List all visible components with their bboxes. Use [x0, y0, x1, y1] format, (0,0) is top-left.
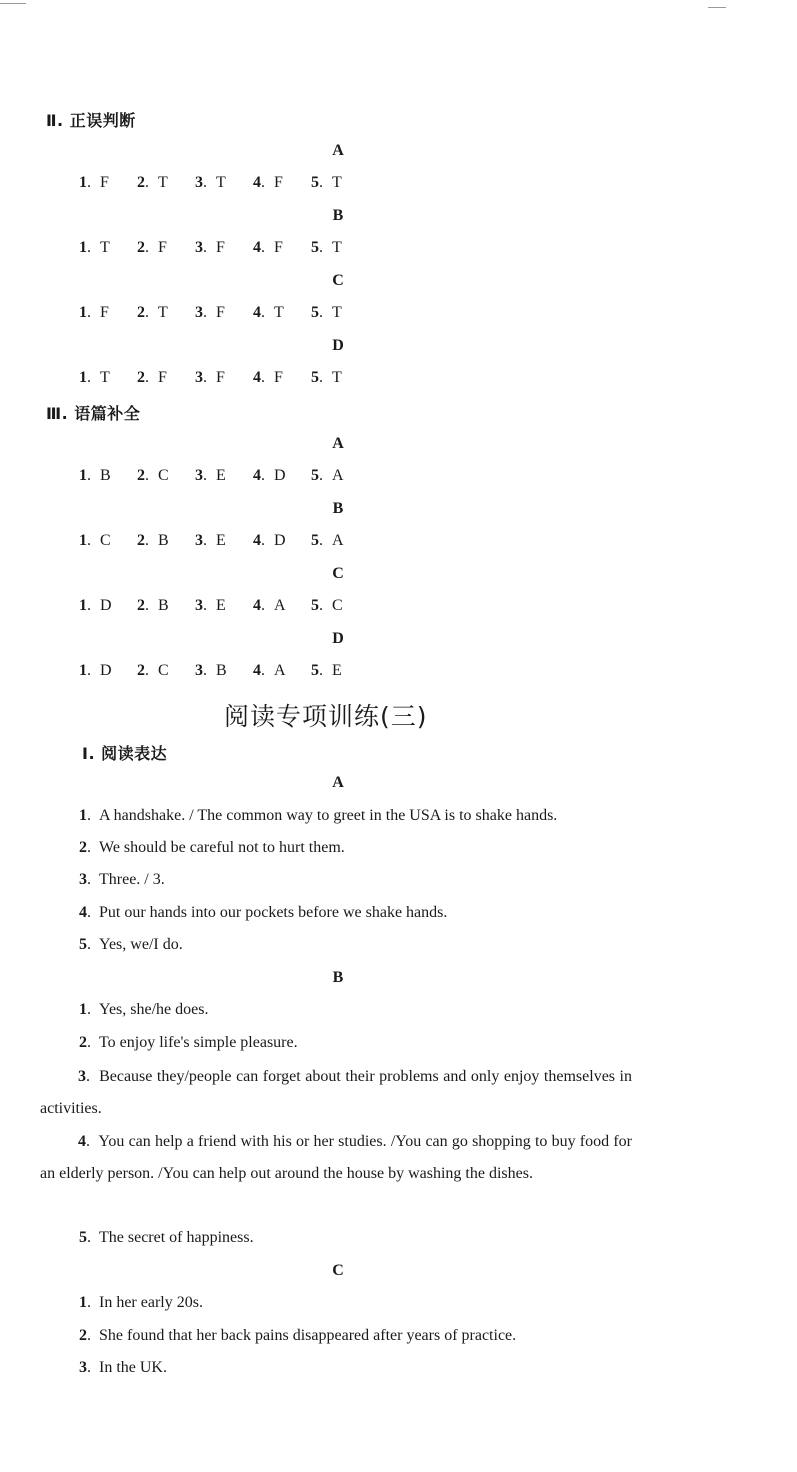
group-letter: C	[332, 565, 344, 582]
section-heading-passage-completion: Ⅲ. 语篇补全	[46, 404, 141, 423]
group-letter: B	[332, 207, 344, 224]
answer-line: 2. She found that her back pains disappeared after years of practice.	[79, 1327, 517, 1344]
group-letter: D	[332, 337, 344, 354]
page-edge-mark	[0, 3, 26, 4]
answer-row: 1 . T 2 . F 3 . F 4 . F 5 . T	[79, 369, 342, 386]
answer-line: 1. In her early 20s.	[79, 1294, 203, 1311]
answer-line: 5. Yes, we/I do.	[79, 936, 183, 953]
section-heading-true-false: Ⅱ. 正误判断	[46, 111, 136, 130]
group-letter: B	[332, 500, 344, 517]
group-letter: A	[332, 774, 344, 791]
answer-paragraph: 3. Because they/people can forget about their problems and only enjoy themselves in activities.	[40, 1068, 633, 1117]
page-edge-mark	[708, 7, 726, 8]
group-letter: A	[332, 435, 344, 452]
answer-row: 1 . D 2 . B 3 . E 4 . A 5 . C	[79, 597, 343, 614]
answer-row: 1 . B 2 . C 3 . E 4 . D 5 . A	[79, 467, 344, 484]
answer-line: 2. To enjoy life's simple pleasure.	[79, 1034, 298, 1051]
group-letter: C	[332, 1262, 344, 1279]
group-letter: D	[332, 630, 344, 647]
answer-line: 3. Three. / 3.	[79, 871, 165, 888]
answer-line: 5. The secret of happiness.	[79, 1229, 254, 1246]
answer-line: 1. Yes, she/he does.	[79, 1001, 209, 1018]
answer-line: 1. A handshake. / The common way to greet in the USA is to shake hands.	[79, 807, 558, 824]
answer-row: 1 . F 2 . T 3 . F 4 . T 5 . T	[79, 304, 342, 321]
answer-line: 4. Put our hands into our pockets before we shake hands.	[79, 904, 448, 921]
answer-line: 2. We should be careful not to hurt them.	[79, 839, 345, 856]
answer-row: 1 . D 2 . C 3 . B 4 . A 5 . E	[79, 662, 342, 679]
answer-line: 3. In the UK.	[79, 1359, 167, 1376]
answer-row: 1 . T 2 . F 3 . F 4 . F 5 . T	[79, 239, 342, 256]
group-letter: B	[332, 969, 344, 986]
answer-paragraph: 4. You can help a friend with his or her studies. /You can go shopping to buy food for an elderly person. /You can help out around the house by washing the dishes.	[40, 1133, 633, 1182]
answer-row: 1 . C 2 . B 3 . E 4 . D 5 . A	[79, 532, 344, 549]
answer-row: 1 . F 2 . T 3 . T 4 . F 5 . T	[79, 174, 342, 191]
group-letter: A	[332, 142, 344, 159]
unit-title: 阅读专项训练(三)	[224, 702, 428, 731]
section-heading-reading-expression: Ⅰ. 阅读表达	[82, 744, 168, 763]
group-letter: C	[332, 272, 344, 289]
